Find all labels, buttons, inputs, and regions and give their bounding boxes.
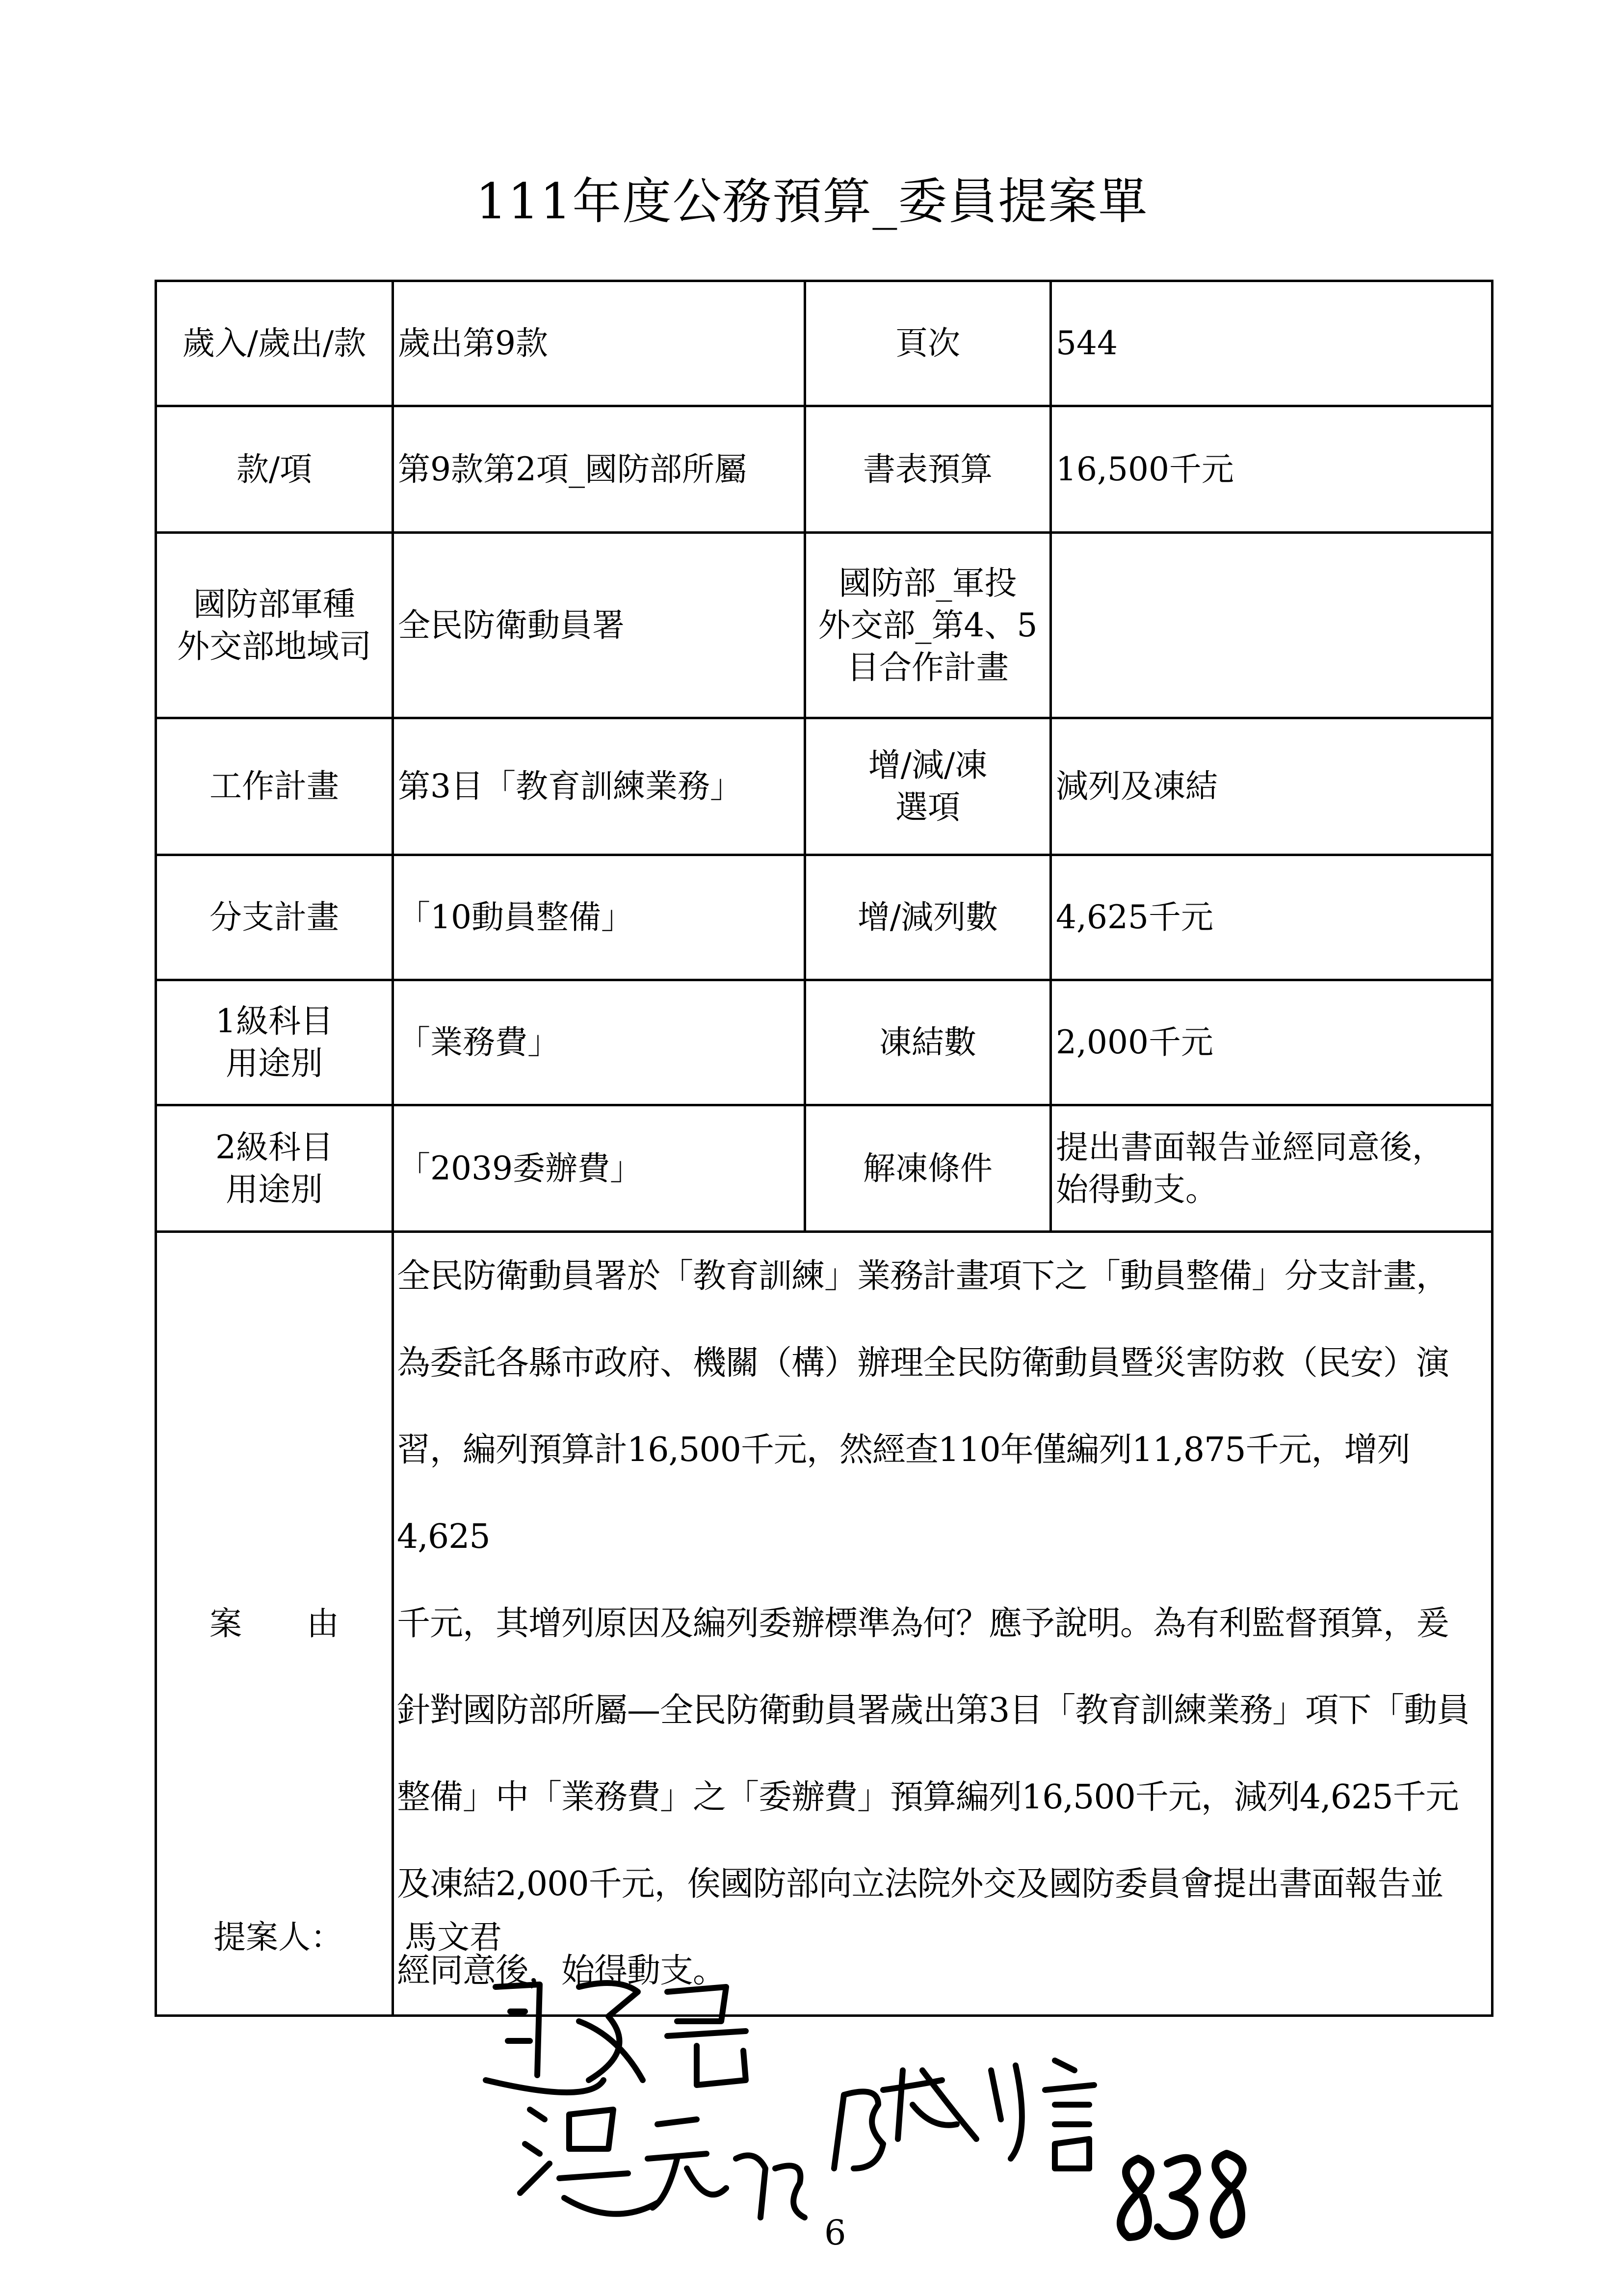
field-label: 書表預算	[805, 406, 1051, 533]
field-value: 減列及凍結	[1051, 718, 1493, 855]
field-value: 16,500千元	[1051, 406, 1493, 533]
reason-line: 為委託各縣市政府、機關（構）辦理全民防衛動員暨災害防救（民安）演	[397, 1344, 1449, 1383]
field-value: 「業務費」	[393, 980, 805, 1105]
field-label: 歲入/歲出/款	[156, 281, 393, 406]
page-number: 6	[824, 2213, 846, 2253]
field-label: 解凍條件	[805, 1105, 1051, 1232]
field-value: 全民防衛動員署	[393, 533, 805, 718]
field-label: 頁次	[805, 281, 1051, 406]
signature-1	[486, 1983, 746, 2092]
field-value: 第9款第2項_國防部所屬	[393, 406, 805, 533]
field-label: 工作計畫	[156, 718, 393, 855]
reason-label: 案 由	[156, 1232, 393, 2016]
signature-2	[520, 2110, 805, 2218]
proposer-label: 提案人：	[213, 1918, 343, 1956]
reason-line: 習，編列預算計16,500千元，然經查110年僅編列11,875千元，增列4,625	[397, 1431, 1410, 1556]
field-label: 國防部_軍投 外交部_第4、5 目合作計畫	[805, 533, 1051, 718]
field-value: 歲出第9款	[393, 281, 805, 406]
field-label: 2級科目 用途別	[156, 1105, 393, 1232]
reason-line: 及凍結2,000千元，俟國防部向立法院外交及國防委員會提出書面報告並	[397, 1865, 1443, 1904]
field-label: 分支計畫	[156, 855, 393, 980]
field-value: 544	[1051, 281, 1493, 406]
field-value: 第3目「教育訓練業務」	[393, 718, 805, 855]
field-value: 2,000千元	[1051, 980, 1493, 1105]
field-value: 「10動員整備」	[393, 855, 805, 980]
reason-line: 全民防衛動員署於「教育訓練」業務計畫項下之「動員整備」分支計畫，	[397, 1257, 1449, 1296]
field-label: 增/減/凍 選項	[805, 718, 1051, 855]
field-label: 款/項	[156, 406, 393, 533]
field-value: 提出書面報告並經同意後， 始得動支。	[1051, 1105, 1493, 1232]
reason-line: 經同意後，始得動支。	[397, 1952, 726, 1990]
proposer-name: 馬文君	[405, 1918, 502, 1956]
field-label: 增/減列數	[805, 855, 1051, 980]
handwritten-number-838	[1121, 2154, 1243, 2237]
field-label: 1級科目 用途別	[156, 980, 393, 1105]
field-label: 國防部軍種 外交部地域司	[156, 533, 393, 718]
reason-line: 整備」中「業務費」之「委辦費」預算編列16,500千元，減列4,625千元	[397, 1778, 1459, 1817]
field-value: 4,625千元	[1051, 855, 1493, 980]
field-label: 凍結數	[805, 980, 1051, 1105]
field-value: 「2039委辦費」	[393, 1105, 805, 1232]
page-title: 111年度公務預算_委員提案單	[475, 173, 1149, 230]
signature-3	[834, 2061, 1094, 2168]
reason-line: 針對國防部所屬—全民防衛動員署歲出第3目「教育訓練業務」項下「動員	[397, 1691, 1470, 1730]
reason-line: 千元，其增列原因及編列委辦標準為何？應予說明。為有利監督預算，爰	[397, 1604, 1449, 1643]
